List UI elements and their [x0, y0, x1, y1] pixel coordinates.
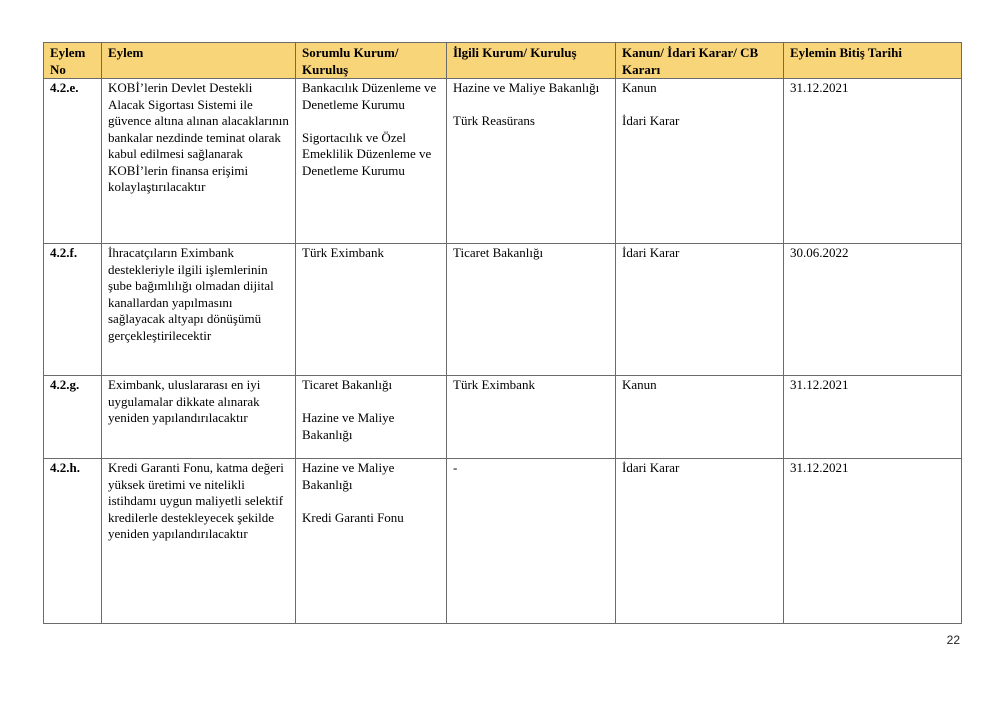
- table-row: [44, 459, 962, 624]
- end-date: 31.12.2021: [784, 459, 962, 624]
- responsible-institution: Sigortacılık ve Özel Emeklilik Düzenleme ve Denetleme Kurumu: [302, 129, 432, 178]
- responsible-institution: Hazine ve Maliye Bakanlığı: [302, 410, 395, 442]
- related-institution-cell: [447, 459, 616, 624]
- action-description: Eximbank, uluslararası en iyi uygulamalar dikkate alınarak yeniden yapılandırılacaktır: [102, 376, 296, 459]
- action-number: 4.2.g.: [44, 376, 102, 459]
- header-related-institution: İlgili Kurum/ Kuruluş: [447, 43, 616, 79]
- table-row: [44, 376, 962, 459]
- end-date: 30.06.2022: [784, 244, 962, 376]
- responsible-institution: Ticaret Bakanlığı: [302, 377, 393, 392]
- action-description: İhracatçıların Eximbank destekleriyle ilgili işlemlerinin şube bağımlılığı olmadan dijital kanallardan yapılmasını sağlayacak altyapı dönüşümü gerçekleştirilecektir: [102, 244, 296, 376]
- legal-basis-cell: [616, 244, 784, 376]
- action-number: 4.2.e.: [44, 79, 102, 244]
- related-institution: Ticaret Bakanlığı: [453, 245, 544, 260]
- legal-basis: Kanun: [622, 377, 657, 392]
- page-number: 22: [946, 633, 960, 647]
- action-number: 4.2.h.: [44, 459, 102, 624]
- action-number: 4.2.f.: [44, 244, 102, 376]
- legal-basis: İdari Karar: [622, 113, 680, 128]
- action-plan-table: [43, 42, 962, 624]
- header-legal-basis: Kanun/ İdari Karar/ CB Kararı: [616, 43, 784, 79]
- related-institution-cell: [447, 244, 616, 376]
- header-action: Eylem: [102, 43, 296, 79]
- legal-basis: Kanun: [622, 80, 657, 95]
- legal-basis-cell: [616, 459, 784, 624]
- responsible-institution-cell: [296, 244, 447, 376]
- related-institution: Türk Eximbank: [453, 377, 535, 392]
- legal-basis-cell: [616, 376, 784, 459]
- legal-basis-cell: [616, 79, 784, 244]
- related-institution: Türk Reasürans: [453, 113, 535, 128]
- end-date: 31.12.2021: [784, 376, 962, 459]
- header-responsible-institution: Sorumlu Kurum/ Kuruluş: [296, 43, 447, 79]
- header-action-no: Eylem No: [44, 43, 102, 79]
- responsible-institution-cell: [296, 459, 447, 624]
- responsible-institution: Türk Eximbank: [302, 245, 384, 260]
- related-institution-cell: [447, 376, 616, 459]
- responsible-institution-cell: [296, 79, 447, 244]
- related-institution: Hazine ve Maliye Bakanlığı: [453, 80, 600, 95]
- legal-basis: İdari Karar: [622, 460, 680, 475]
- legal-basis: İdari Karar: [622, 245, 680, 260]
- table-row: [44, 244, 962, 376]
- related-institution-cell: [447, 79, 616, 244]
- responsible-institution: Kredi Garanti Fonu: [302, 509, 404, 525]
- responsible-institution: Bankacılık Düzenleme ve Denetleme Kurumu: [302, 80, 437, 112]
- header-end-date: Eylemin Bitiş Tarihi: [784, 43, 962, 79]
- responsible-institution: Hazine ve Maliye Bakanlığı: [302, 460, 395, 492]
- action-description: KOBİ’lerin Devlet Destekli Alacak Sigortası Sistemi ile güvence altına alınan alacaklarının bankalar nezdinde teminat olarak kabul edilmesi sağlanarak KOBİ’lerin finansa erişimi kolaylaştırılacaktır: [102, 79, 296, 244]
- end-date: 31.12.2021: [784, 79, 962, 244]
- action-description: Kredi Garanti Fonu, katma değeri yüksek üretimi ve nitelikli istihdamı uygun maliyetli selektif kredilerle destekleyecek şekilde yeniden yapılandırılacaktır: [102, 459, 296, 624]
- table-header-row: [44, 43, 962, 79]
- responsible-institution-cell: [296, 376, 447, 459]
- related-institution: -: [453, 460, 458, 475]
- table-row: [44, 79, 962, 244]
